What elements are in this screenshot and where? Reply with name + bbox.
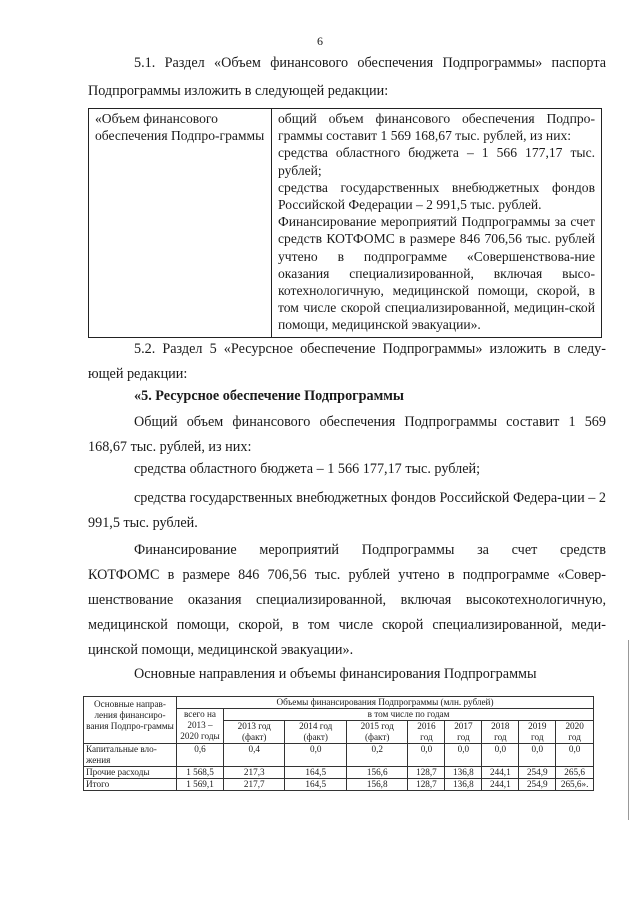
- row-total: 1 568,5: [177, 767, 224, 779]
- cell-value: 217,7: [224, 779, 285, 791]
- kotfoms-first-line: [88, 538, 606, 563]
- cell-value: 244,1: [482, 767, 519, 779]
- cell-value: 136,8: [445, 779, 482, 791]
- page-number: 6: [317, 34, 323, 48]
- year-header: 2016 год: [408, 721, 445, 744]
- table-row: [84, 767, 594, 779]
- cell-value: 128,7: [408, 767, 445, 779]
- cell-value: 0,0: [445, 744, 482, 767]
- row-total: 1 569,1: [177, 779, 224, 791]
- year-header: 2019 год: [519, 721, 556, 744]
- cell-value: 0,4: [224, 744, 285, 767]
- volume-header: Объемы финансирования Подпрограммы (млн. рублей): [177, 697, 594, 709]
- cell-value: 244,1: [482, 779, 519, 791]
- row-label: Итого: [84, 779, 177, 791]
- passport-regional: средства областного бюджета – 1 566 177,17 тыс. рублей;: [278, 145, 595, 178]
- total-header: всего на 2013 – 2020 годы: [177, 709, 224, 744]
- year-header: 2015 год (факт): [346, 721, 407, 744]
- kotfoms-word: счет: [511, 542, 538, 558]
- cell-value: 0,0: [482, 744, 519, 767]
- row-label: Капитальные вло-жения: [84, 744, 177, 767]
- regional-budget-paragraph: средства областного бюджета – 1 566 177,17 тыс. рублей;: [134, 461, 481, 477]
- section-5-heading: «5. Ресурсное обеспечение Подпрограммы: [134, 388, 404, 404]
- table-header-row: [84, 697, 594, 709]
- cell-value: 128,7: [408, 779, 445, 791]
- cell-value: 265,6».: [556, 779, 594, 791]
- table-caption: Основные направления и объемы финансирования Подпрограммы: [134, 666, 537, 682]
- cell-value: 217,3: [224, 767, 285, 779]
- financing-table: [83, 696, 594, 791]
- cell-value: 156,6: [346, 767, 407, 779]
- passport-state-funds: средства государственных внебюджетных фондов Российской Федерации – 2 991,5 тыс. рублей.: [278, 179, 595, 213]
- row-total: 0,6: [177, 744, 224, 767]
- kotfoms-word: за: [477, 542, 489, 558]
- cell-value: 156,8: [346, 779, 407, 791]
- paragraph-5-1-line-2: Подпрограммы изложить в следующей редакции:: [88, 83, 389, 99]
- year-header: 2014 год (факт): [285, 721, 346, 744]
- passport-value: [272, 109, 602, 338]
- cell-value: 0,0: [285, 744, 346, 767]
- passport-table: [88, 108, 602, 338]
- kotfoms-word: средств: [560, 542, 606, 558]
- passport-kotfoms: Финансирование мероприятий Подпрограммы за счет средств КОТФОМС в размере 846 706,56 тыс. рублей учтено в подпрограмме «Совершенствова-ние оказания специализированной, включая высо-котехнологичную, медицинской помощи, скорой, в том числе скорой специализированной, медицин-ской помощи, медицинской эвакуации».: [278, 214, 595, 333]
- column-header-directions: Основные направ-ления финансиро-вания Подпро-граммы: [84, 697, 177, 744]
- cell-value: 0,2: [346, 744, 407, 767]
- paragraph-5-1-line-1: 5.1. Раздел «Объем финансового обеспечения Подпрограммы» паспорта: [134, 55, 606, 71]
- cell-value: 164,5: [285, 779, 346, 791]
- paragraph-5-2: 5.2. Раздел 5 «Ресурсное обеспечение Подпрограммы» изложить в следу-ющей редакции:: [88, 341, 606, 382]
- year-header: 2018 год: [482, 721, 519, 744]
- cell-value: 0,0: [556, 744, 594, 767]
- kotfoms-word: Подпрограммы: [361, 542, 455, 558]
- by-year-header: в том числе по годам: [224, 709, 594, 721]
- table-row: [84, 779, 594, 791]
- table-row: [84, 744, 594, 767]
- year-header: 2013 год (факт): [224, 721, 285, 744]
- kotfoms-word: Финансирование: [134, 542, 237, 558]
- cell-value: 136,8: [445, 767, 482, 779]
- kotfoms-word: мероприятий: [259, 542, 340, 558]
- cell-value: 0,0: [408, 744, 445, 767]
- state-funds-paragraph: средства государственных внебюджетных фондов Российской Федера-ции – 2 991,5 тыс. рублей.: [88, 490, 606, 531]
- cell-value: 254,9: [519, 767, 556, 779]
- kotfoms-paragraph: КОТФОМС в размере 846 706,56 тыс. рублей учтено в подпрограмме «Совер-шенствование оказания специализированной, включая высокотехнологичную, медицинской помощи, скорой, в том числе скорой специализированной, меди-цинской помощи, медицинской эвакуации».: [88, 567, 606, 658]
- row-label: Прочие расходы: [84, 767, 177, 779]
- total-paragraph: Общий объем финансового обеспечения Подпрограммы составит 1 569 168,67 тыс. рублей, из них:: [88, 414, 606, 455]
- scan-edge-line: [628, 640, 629, 820]
- cell-value: 0,0: [519, 744, 556, 767]
- cell-value: 164,5: [285, 767, 346, 779]
- cell-value: 254,9: [519, 779, 556, 791]
- passport-total: общий объем финансового обеспечения Подпро-граммы составит 1 569 168,67 тыс. рублей, из них:: [278, 111, 595, 144]
- passport-row: [89, 109, 602, 338]
- year-header: 2020 год: [556, 721, 594, 744]
- passport-label: «Объем финансового обеспечения Подпро-граммы: [89, 109, 272, 338]
- year-header: 2017 год: [445, 721, 482, 744]
- cell-value: 265,6: [556, 767, 594, 779]
